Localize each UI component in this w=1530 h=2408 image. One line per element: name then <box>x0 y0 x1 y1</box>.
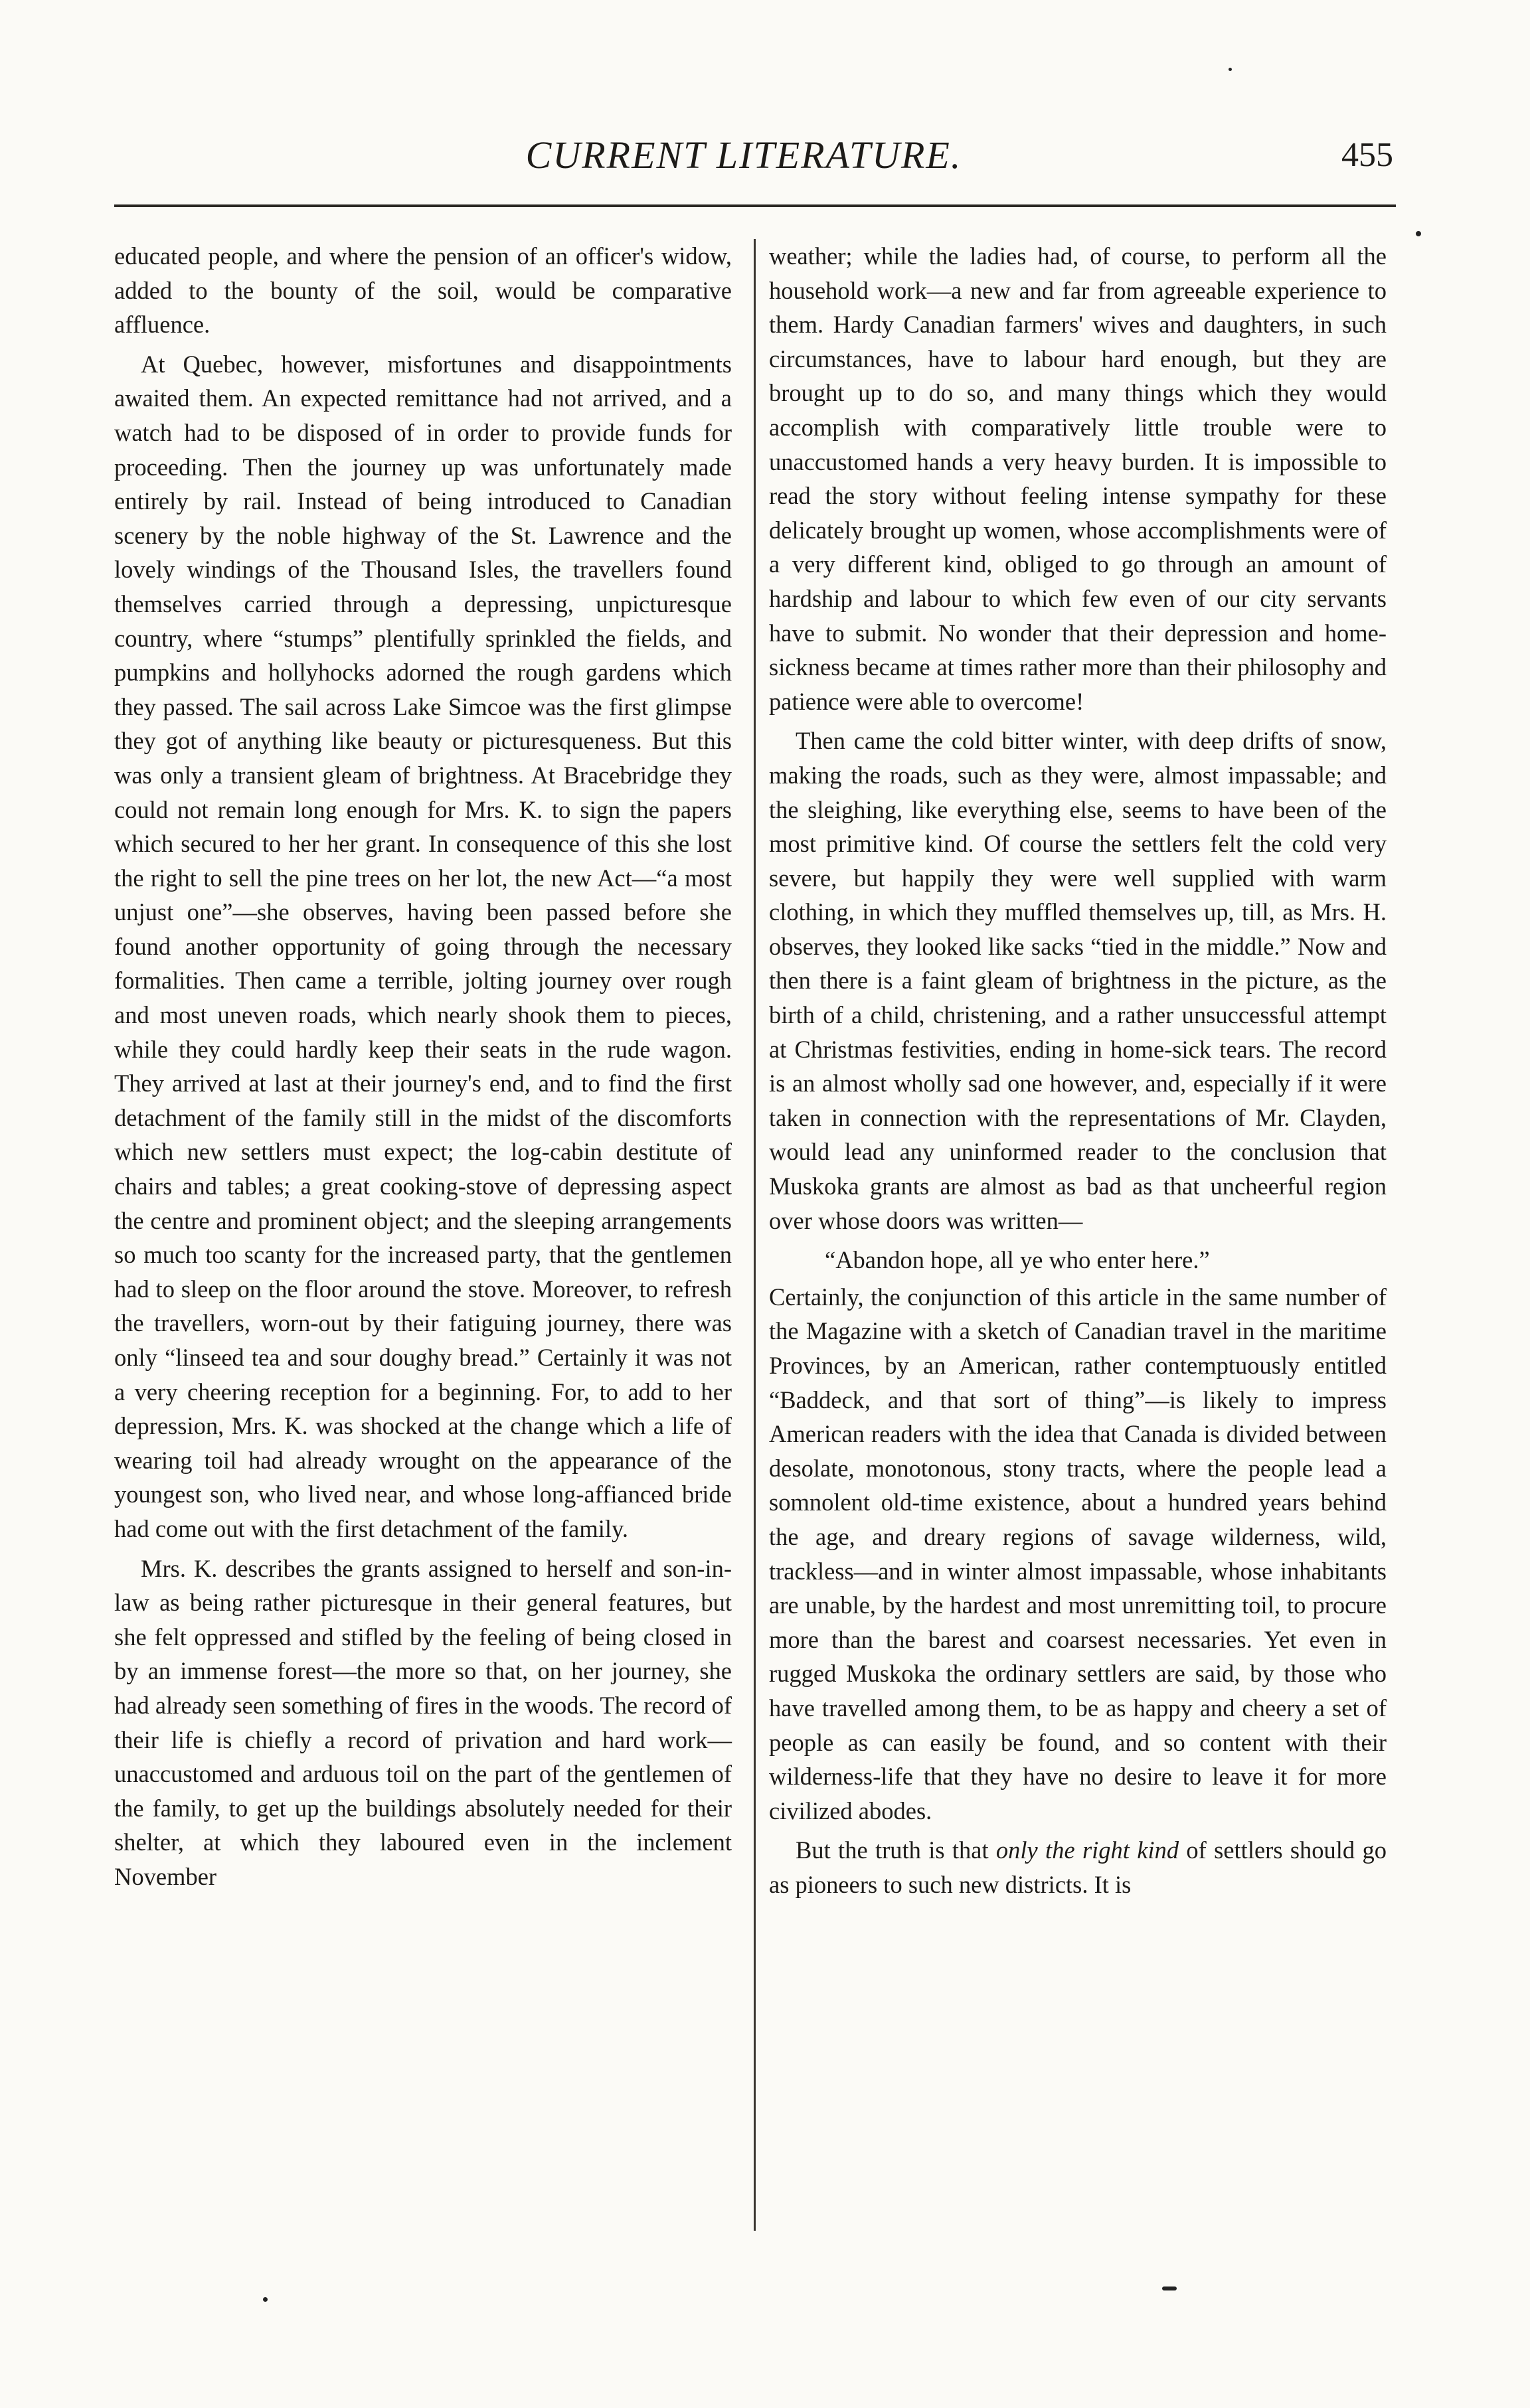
paragraph: At Quebec, however, misfortunes and disappointments awaited them. An expected remittance had not arrived, and a watch had to be disposed of in order to provide funds for proceeding. Then the journey up was unfortunately made entirely by rail. Instead of being introduced to Canadian scenery by the noble highway of the St. Lawrence and the lovely windings of the Thousand Isles, the travellers found themselves carried through a depressing, unpicturesque country, where “stumps” plentifully sprinkled the fields, and pumpkins and hollyhocks adorned the rough gardens which they passed. The sail across Lake Simcoe was the first glimpse they got of anything like beauty or picturesqueness. But this was only a transient gleam of brightness. At Bracebridge they could not remain long enough for Mrs. K. to sign the papers which secured to her her grant. In consequence of this she lost the right to sell the pine trees on her lot, the new Act—“a most unjust one”—she observes, having been passed before she found another opportunity of going through the necessary formalities. Then came a terrible, jolting journey over rough and most uneven roads, which nearly shook them to pieces, while they could hardly keep their seats in the rude wagon. They arrived at last at their journey's end, and to find the first detachment of the family still in the midst of the discomforts which new settlers must expect; the log-cabin destitute of chairs and tables; a great cooking-stove of depressing aspect the centre and prominent object; and the sleeping arrangements so much too scanty for the increased party, that the gentlemen had to sleep on the floor around the stove. Moreover, to refresh the travellers, worn-out by their fatiguing journey, there was only “linseed tea and sour doughy bread.” Certainly it was not a very cheering reception for a beginning. For, to add to her depression, Mrs. K. was shocked at the change which a life of wearing toil had already wrought on the appearance of the youngest son, who lived near, and whose long-affianced bride had come out with the first detachment of the family. <box>114 350 732 1542</box>
paragraph: Mrs. K. describes the grants assigned to herself and son-in-law as being rather picturesque in their general features, but she felt oppressed and stifled by the feeling of being closed in by an immense forest—the more so that, on her journey, she had already seen something of fires in the woods. The record of their life is chiefly a record of privation and hard work—unaccustomed and arduous toil on the part of the gentlemen of the family, to get up the buildings absolutely needed for their shelter, at which they laboured even in the inclement November <box>114 1554 732 1890</box>
left-column <box>114 239 732 1899</box>
paragraph: weather; while the ladies had, of course, to perform all the household work—a new and far from agreeable experience to them. Hardy Canadian farmers' wives and daughters, in such circumstances, have to labour hard enough, but they are brought up to do so, and many things which they would accomplish with comparatively little trouble were to unaccustomed hands a very heavy burden. It is impossible to read the story without feeling intense sympathy for these delicately brought up women, whose accomplishments were of a very different kind, obliged to go through an amount of hardship and labour to which few even of our city servants have to submit. No wonder that their depression and home-sickness became at times rather more than their philosophy and patience were able to overcome! <box>769 242 1387 715</box>
italic-emphasis: only the right kind <box>995 1836 1179 1864</box>
page-header <box>0 0 1530 212</box>
text-run: But the truth is that <box>796 1836 996 1864</box>
ink-speck <box>1162 2287 1177 2290</box>
running-title: CURRENT LITERATURE. <box>525 133 962 177</box>
quotation: “Abandon hope, all ye who enter here.” <box>825 1246 1210 1274</box>
ink-speck <box>263 2297 268 2302</box>
text-run: of settlers should go as pioneers to such new districts. It is <box>769 1836 1387 1898</box>
header-rule <box>114 204 1396 207</box>
paragraph: Then came the cold bitter winter, with deep drifts of snow, making the roads, such as they were, almost impassable; and the sleighing, like everything else, seems to have been of the most primitive kind. Of course the settlers felt the cold very severe, but happily they were well supplied with warm clothing, in which they muffled themselves up, till, as Mrs. H. observes, they looked like sacks “tied in the middle.” Now and then there is a faint gleam of brightness in the picture, as the birth of a child, christening, and a rather unsuccessful attempt at Christmas festivities, ending in home-sick tears. The record is an almost wholly sad one however, and, especially if it were taken in connection with the representations of Mr. Clayden, would lead any uninformed reader to the conclusion that Muskoka grants are almost as bad as that uncheerful region over whose doors was written— <box>769 727 1387 1234</box>
paragraph: Certainly, the conjunction of this article in the same number of the Magazine with a sketch of Canadian travel in the maritime Provinces, by an American, rather contemptuously entitled “Baddeck, and that sort of thing”—is likely to impress American readers with the idea that Canada is divided between desolate, monotonous, stony tracts, where the people lead a somnolent old-time existence, about a hundred years behind the age, and dreary regions of savage wilderness, wild, trackless—and in winter almost impassable, whose inhabitants are unable, by the hardest and most unremitting toil, to procure more than the barest and coarsest necessaries. Yet even in rugged Muskoka the ordinary settlers are said, by those who have travelled among them, to be as happy and cheery a set of people as can easily be found, and so content with their wilderness-life that they have no desire to leave it for more civilized abodes. <box>769 1283 1387 1824</box>
right-column <box>769 239 1387 1907</box>
paragraph <box>769 1833 1387 1901</box>
ink-speck <box>1229 68 1232 71</box>
ink-speck <box>1416 231 1421 236</box>
column-divider <box>754 239 756 2231</box>
page-number: 455 <box>1341 136 1393 174</box>
paragraph: educated people, and where the pension of an officer's widow, added to the bounty of the soil, would be comparative affluence. <box>114 242 732 339</box>
